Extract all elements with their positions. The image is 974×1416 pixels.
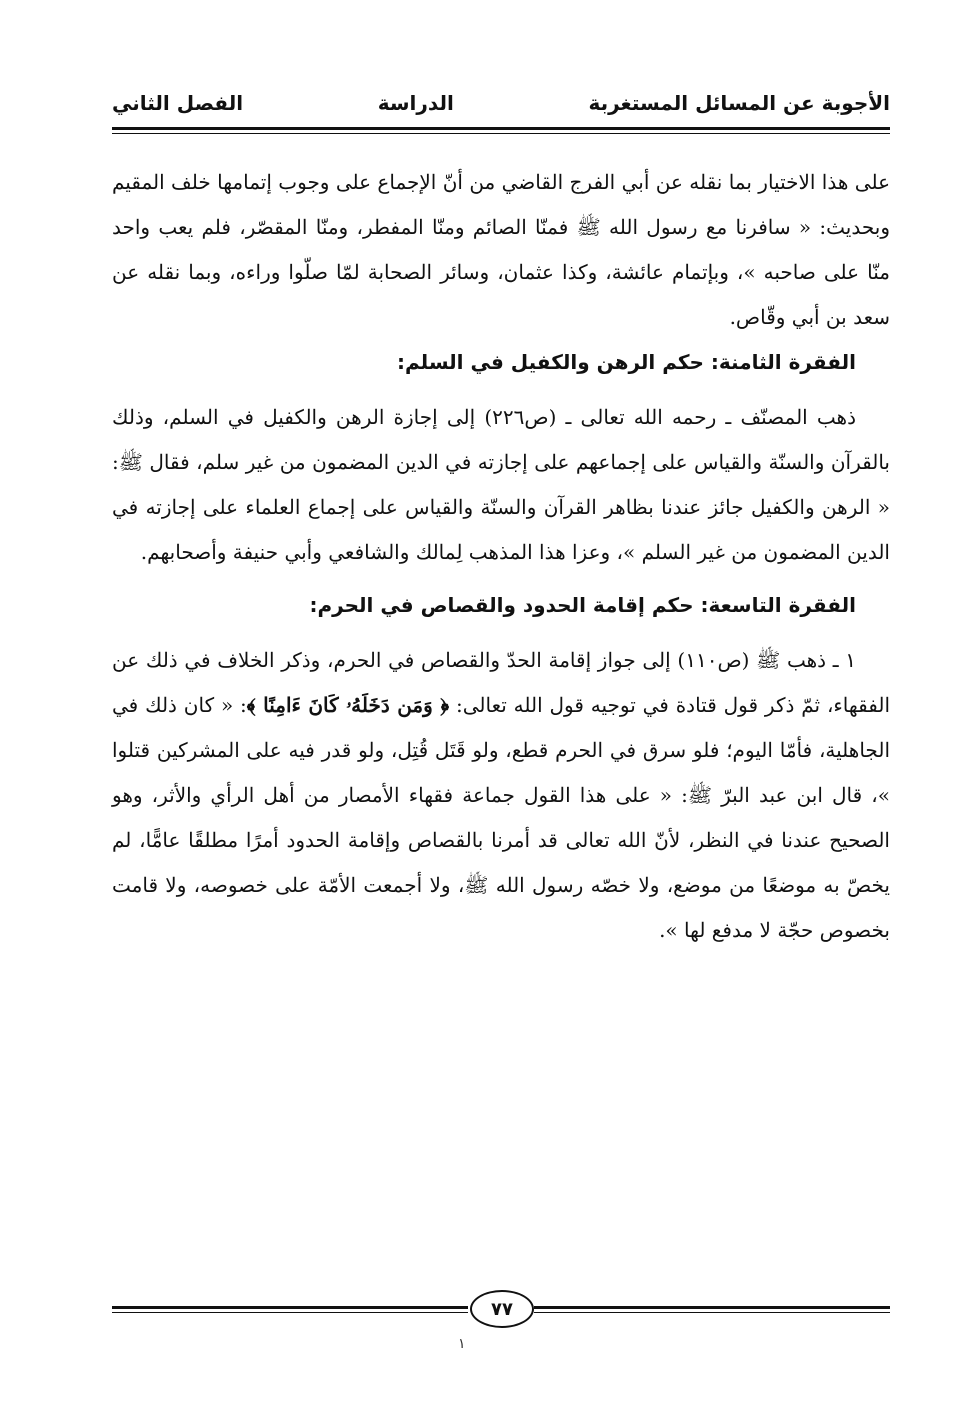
paragraph-hudud-quote: : « كان ذلك في الجاهلية، فأمّا اليوم؛ فلو سرق في الحرم قطع، ولو قَتَل قُتِل، ولو قدر فيه على المشركين قتلوا »، قال ابن عبد البرّ ﷺ: « على هذا القول جماعة فقهاء الأمصار من أهل الرأي والأثر، وهو الصحيح عندنا في النظر، لأنّ الله تعالى قد أمرنا بالقصاص وإقامة الحدود أمرًا مطلقًا عامًّا، لم يخصّ به موضعًا من موضع، ولا خصّه رسول الله ﷺ، ولا أجمعت الأمّة على خصوصه، ولا قامت بخصوص حجّة لا مدفع لها ». <box>112 693 890 942</box>
quran-verse: ﴿ وَمَن دَخَلَهُۥ كَانَ ءَامِنًا ﴾ <box>246 693 450 717</box>
footer-rule-right-thin <box>534 1312 890 1313</box>
main-text <box>112 160 890 1280</box>
paragraph-hudud-haram <box>112 638 890 953</box>
header-rule-thin <box>112 133 890 134</box>
section-heading-eighth: الفقرة الثامنة: حكم الرهن والكفيل في السلم: <box>396 350 856 374</box>
footer-rule-left <box>112 1306 468 1309</box>
paragraph-travel-prayer: على هذا الاختيار بما نقله عن أبي الفرج القاضي من أنّ الإجماع على وجوب إتمامها خلف المقيم وبحديث: « سافرنا مع رسول الله ﷺ فمنّا الصائم ومنّا المفطر، ومنّا المقصّر، فلم يعب واحد منّا على صاحبه »، وبإتمام عائشة، وكذا عثمان، وسائر الصحابة لمّا صلّوا وراءه، وبما نقله عن سعد بن أبي وقّاص. <box>112 170 890 329</box>
header-section-title: الدراسة <box>377 91 454 115</box>
paragraph-pledge-guarantor: ذهب المصنّف ـ رحمه الله تعالى ـ (ص٢٢٦) إلى إجازة الرهن والكفيل في السلم، وذلك بالقرآن والسنّة والقياس على إجماعهم على إجازته في الدين المضمون من غير سلم، فقال ﷺ: « الرهن والكفيل جائز عندنا بظاهر القرآن والسنّة والقياس على إجماع العلماء على إجازته في الدين المضمون من غير السلم »، وعزا هذا المذهب لِمالك والشافعي وأبي حنيفة وأصحابهم. <box>112 405 890 564</box>
section-heading-ninth: الفقرة التاسعة: حكم إقامة الحدود والقصاص في الحرم: <box>309 593 856 617</box>
header-book-title: الأجوبة عن المسائل المستغربة <box>588 91 890 115</box>
header-chapter-title: الفصل الثاني <box>112 91 244 115</box>
running-header <box>112 86 890 120</box>
scan-mark: ١ <box>458 1336 466 1352</box>
footer-rule-right <box>534 1306 890 1309</box>
paragraph-hudud-intro: ١ ـ ذهب ﷺ (ص١١٠) إلى جواز إقامة الحدّ والقصاص في الحرم، وذكر الخلاف في ذلك عن الفقهاء، ثمّ ذكر قول قتادة في توجيه قول الله تعالى: <box>112 648 891 717</box>
footer-rule-left-thin <box>112 1312 468 1313</box>
page-number: ٧٧ <box>470 1290 534 1328</box>
header-rule <box>112 127 890 130</box>
